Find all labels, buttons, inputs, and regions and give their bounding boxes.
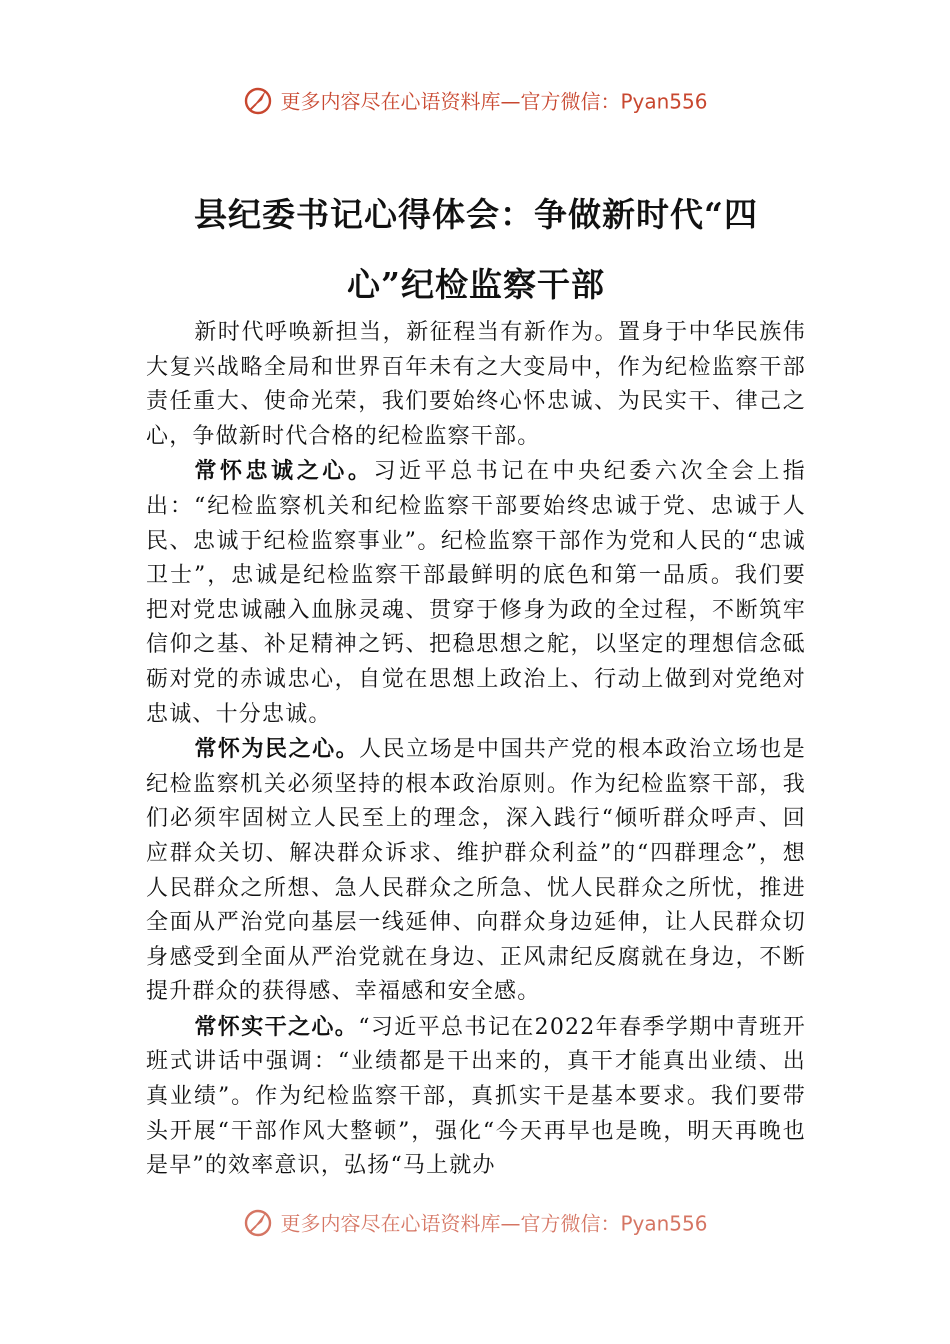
paragraph-action xyxy=(146,1010,806,1184)
document-body xyxy=(146,316,806,1212)
paragraph-people xyxy=(146,732,806,1010)
paragraph-text: “习近平总书记在2022年春季学期中青班开班式讲话中强调：“业绩都是干出来的，真干才能真出业绩、出真业绩”。作为纪检监察干部，真抓实干是基本要求。我们要带头开展“干部作风大整顿”，强化“今天再早也是晚，明天再晚也是早”的效率意识，弘扬“马上就办 xyxy=(146,1014,806,1179)
paragraph-lead: 常怀实干之心。 xyxy=(194,1013,359,1040)
title-line-1: 县纪委书记心得体会：争做新时代“四 xyxy=(194,195,758,234)
paragraph-text: 习近平总书记在中央纪委六次全会上指出：“纪检监察机关和纪检监察干部要始终忠诚于党、忠诚于人民、忠诚于纪检监察事业”。纪检监察干部作为党和人民的“忠诚卫士”，忠诚是纪检监察干部最鲜明的底色和第一品质。我们要把对党忠诚融入血脉灵魂、贯穿于修身为政的全过程，不断筑牢信仰之基、补足精神之钙、把稳思想之舵，以坚定的理想信念砥砺对党的赤诚忠心，自觉在思想上政治上、行动上做到对党绝对忠诚、十分忠诚。 xyxy=(146,459,806,727)
watermark-banner-top xyxy=(0,84,950,116)
document-title xyxy=(146,180,806,320)
paragraph-intro xyxy=(146,316,806,454)
paragraph-loyalty xyxy=(146,454,806,732)
paragraph-text: 新时代呼唤新担当，新征程当有新作为。置身于中华民族伟大复兴战略全局和世界百年未有之大变局中，作为纪检监察干部责任重大、使命光荣，我们要始终心怀忠诚、为民实干、律己之心，争做新时代合格的纪检监察干部。 xyxy=(146,320,806,449)
watermark-text: 更多内容尽在心语资料库—官方微信：Pyan556 xyxy=(280,89,708,114)
watermark-text: 更多内容尽在心语资料库—官方微信：Pyan556 xyxy=(280,1211,708,1236)
watermark-banner-bottom xyxy=(0,1206,950,1238)
quill-logo-icon xyxy=(242,1206,274,1238)
paragraph-lead: 常怀为民之心。 xyxy=(194,736,360,763)
paragraph-lead: 常怀忠诚之心。 xyxy=(194,458,374,485)
paragraph-text: 人民立场是中国共产党的根本政治立场也是纪检监察机关必须坚持的根本政治原则。作为纪检监察干部，我们必须牢固树立人民至上的理念，深入践行“倾听群众呼声、回应群众关切、解决群众诉求、维护群众利益”的“四群理念”，想人民群众之所想、急人民群众之所急、忧人民群众之所忧，推进全面从严治党向基层一线延伸、向群众身边延伸，让人民群众切身感受到全面从严治党就在身边、正风肃纪反腐就在身边，不断提升群众的获得感、幸福感和安全感。 xyxy=(146,737,806,1005)
title-line-2: 心”纪检监察干部 xyxy=(347,265,605,304)
quill-logo-icon xyxy=(242,84,274,116)
